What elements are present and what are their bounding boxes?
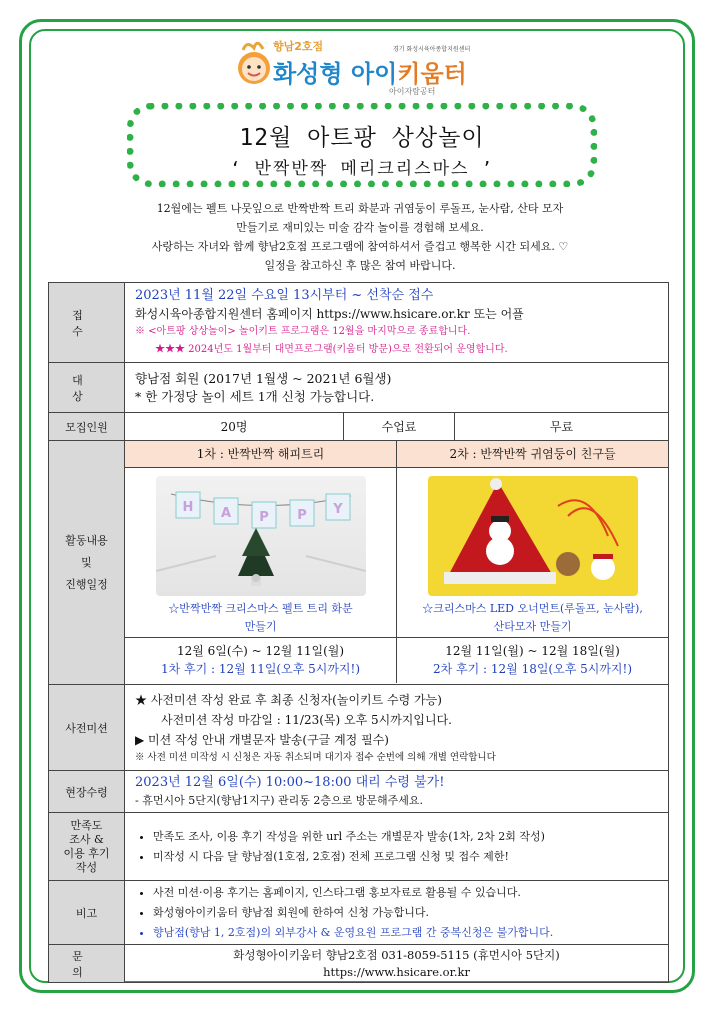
- survey-item: • 만족도 조사, 이용 후기 작성을 위한 url 주소는 개별문자 발송(1차, 2차 2회 작성): [153, 827, 668, 847]
- logo-name: [273, 54, 467, 89]
- note-label: 비고: [49, 881, 125, 945]
- felt-tree-image: [156, 476, 366, 596]
- pickup-row: [49, 771, 669, 813]
- note-content: [125, 881, 669, 945]
- round2-review: 2차 후기 : 12월 18일(오후 5시까지!): [433, 662, 633, 677]
- round1-body: [125, 467, 397, 637]
- mission-content: [125, 685, 669, 771]
- contact-row: [49, 945, 669, 983]
- fee-value: 무료: [549, 420, 574, 434]
- round1-caption: ☆반짝반짝 크리스마스 펠트 트리 화분 만들기: [168, 601, 353, 633]
- target-content: [125, 363, 669, 413]
- round2-body: [397, 467, 669, 637]
- contact-content: [125, 945, 669, 983]
- title-box: [127, 103, 597, 187]
- target-members: 향남점 회원 (2017년 1월생 ~ 2021년 6월생): [135, 370, 392, 386]
- activity-label: 활동내용 및 진행일정: [49, 441, 125, 685]
- contact-phone: 화성형아이키움터 향남2호점 031-8059-5115 (휴먼시아 5단지): [233, 947, 560, 962]
- note-item: • 향남점(향남 1, 2호점)의 외부강사 & 운영요원 프로그램 간 중복신청은 불가합니다.: [153, 923, 668, 943]
- banner-letter: P: [296, 507, 307, 523]
- reception-label: 접 수: [49, 283, 125, 363]
- logo-name-b: 키움터: [397, 60, 467, 88]
- target-row: [49, 363, 669, 413]
- intro-text: [80, 199, 640, 275]
- note-item: • 화성형아이키움터 향남점 회원에 한하여 신청 가능합니다.: [153, 903, 668, 923]
- round1-schedule: [125, 637, 397, 683]
- mission-label: 사전미션: [49, 685, 125, 771]
- brand-logo: [235, 36, 495, 94]
- intro-line: 일정을 참고하신 후 많은 참여 바랍니다.: [264, 259, 456, 272]
- note-item: • 사전 미션·이용 후기는 홈페이지, 인스타그램 홍보자료로 활용될 수 있습니다.: [153, 883, 668, 903]
- recruit-label: 모집인원: [49, 413, 125, 441]
- banner-letter: A: [220, 505, 231, 521]
- reception-notice-2: ★★★ 2024년도 1월부터 대면프로그램(키움터 방문)으로 전환되어 운영합니다.: [155, 343, 508, 355]
- reception-row: [49, 283, 669, 363]
- info-table: [48, 282, 669, 983]
- note-row: [49, 881, 669, 945]
- pickup-label: 현장수령: [49, 771, 125, 813]
- activity-row: [49, 441, 669, 685]
- target-label: 대 상: [49, 363, 125, 413]
- page-title: 12월 아트팡 상상놀이: [239, 125, 485, 151]
- mission-notice: ※ 사전 미션 미작성 시 신청은 자동 취소되며 대기자 접수 순번에 의해 개별 연락합니다: [135, 751, 496, 763]
- logo-branch-label: 향남2호점: [273, 40, 324, 53]
- round2-dates: 12월 11일(월) ~ 12월 18일(월): [445, 644, 620, 659]
- recruit-count: 20명: [125, 413, 344, 441]
- fee-cell: [344, 413, 669, 441]
- page-subtitle: ‘ 반짝반짝 메리크리스마스 ’: [230, 159, 494, 179]
- mission-line: ★ 사전미션 작성 완료 후 최종 신청자(놀이키트 수령 가능): [135, 692, 442, 707]
- reception-site: 화성시육아종합지원센터 홈페이지 https://www.hsicare.or.kr 또는 어플: [135, 306, 524, 321]
- pickup-place: - 휴먼시아 5단지(향남1지구) 관리동 2층으로 방문해주세요.: [135, 793, 424, 807]
- survey-item: • 미작성 시 다음 달 향남점(1호점, 2호점) 전체 프로그램 신청 및 접수 제한!: [153, 847, 668, 867]
- intro-line: 만들기로 재미있는 미술 감각 놀이를 경험해 보세요.: [236, 221, 484, 234]
- reception-date: 2023년 11월 22일 수요일 13시부터 ~ 선착순 접수: [135, 287, 434, 303]
- gov-logo-text: 경기 화성시육아종합지원센터: [393, 46, 471, 53]
- logo-subtitle: 아이자람공터: [389, 87, 436, 96]
- survey-content: [125, 813, 669, 881]
- mission-row: [49, 685, 669, 771]
- contact-link[interactable]: https://www.hsicare.or.kr: [323, 964, 470, 979]
- recruit-row: [49, 413, 669, 441]
- round1-review: 1차 후기 : 12월 11일(오후 5시까지!): [160, 662, 361, 677]
- activity-content: [125, 441, 669, 685]
- ornament-photo: [428, 476, 638, 596]
- contact-label: 문 의: [49, 945, 125, 983]
- survey-row: [49, 813, 669, 881]
- round2-caption: ☆크리스마스 LED 오너먼트(루돌프, 눈사람), 산타모자 만들기: [422, 601, 643, 633]
- reception-content: [125, 283, 669, 363]
- banner-letter: P: [258, 509, 269, 525]
- mission-deadline: 사전미션 작성 마감일 : 11/23(목) 오후 5시까지입니다.: [161, 712, 452, 727]
- round2-header: 2차 : 반짝반짝 귀염둥이 친구들: [397, 441, 669, 467]
- survey-label: 만족도 조사 & 이용 후기 작성: [49, 813, 125, 881]
- round1-header: 1차 : 반짝반짝 해피트리: [125, 441, 397, 467]
- child-face-icon: [235, 40, 273, 88]
- round1-dates: 12월 6일(수) ~ 12월 11일(월): [176, 644, 345, 659]
- round2-schedule: [397, 637, 669, 683]
- tree-photo: [156, 476, 366, 596]
- pickup-content: [125, 771, 669, 813]
- banner-letter: H: [182, 499, 193, 515]
- intro-line: 사랑하는 자녀와 함께 향남2호점 프로그램에 참여하셔서 즐겁고 행복한 시간 되세요. ♡: [151, 240, 569, 253]
- pickup-date: 2023년 12월 6일(수) 10:00~18:00 대리 수령 불가!: [135, 774, 445, 790]
- banner-letter: Y: [332, 501, 343, 517]
- target-limit: * 한 가정당 놀이 세트 1개 신청 가능합니다.: [135, 388, 375, 404]
- intro-line: 12월에는 펠트 나뭇잎으로 반짝반짝 트리 화분과 귀염둥이 루돌프, 눈사람, 산타 모자: [156, 202, 564, 215]
- fee-label: 수업료: [344, 413, 455, 440]
- reception-notice: ※ <아트팡 상상놀이> 놀이키트 프로그램은 12월을 마지막으로 종료합니다.: [135, 325, 471, 337]
- logo-name-a: 화성형 아이: [273, 60, 398, 88]
- santa-hat-image: [428, 476, 638, 596]
- mission-line: ▶ 미션 작성 안내 개별문자 발송(구글 계정 필수): [135, 732, 389, 747]
